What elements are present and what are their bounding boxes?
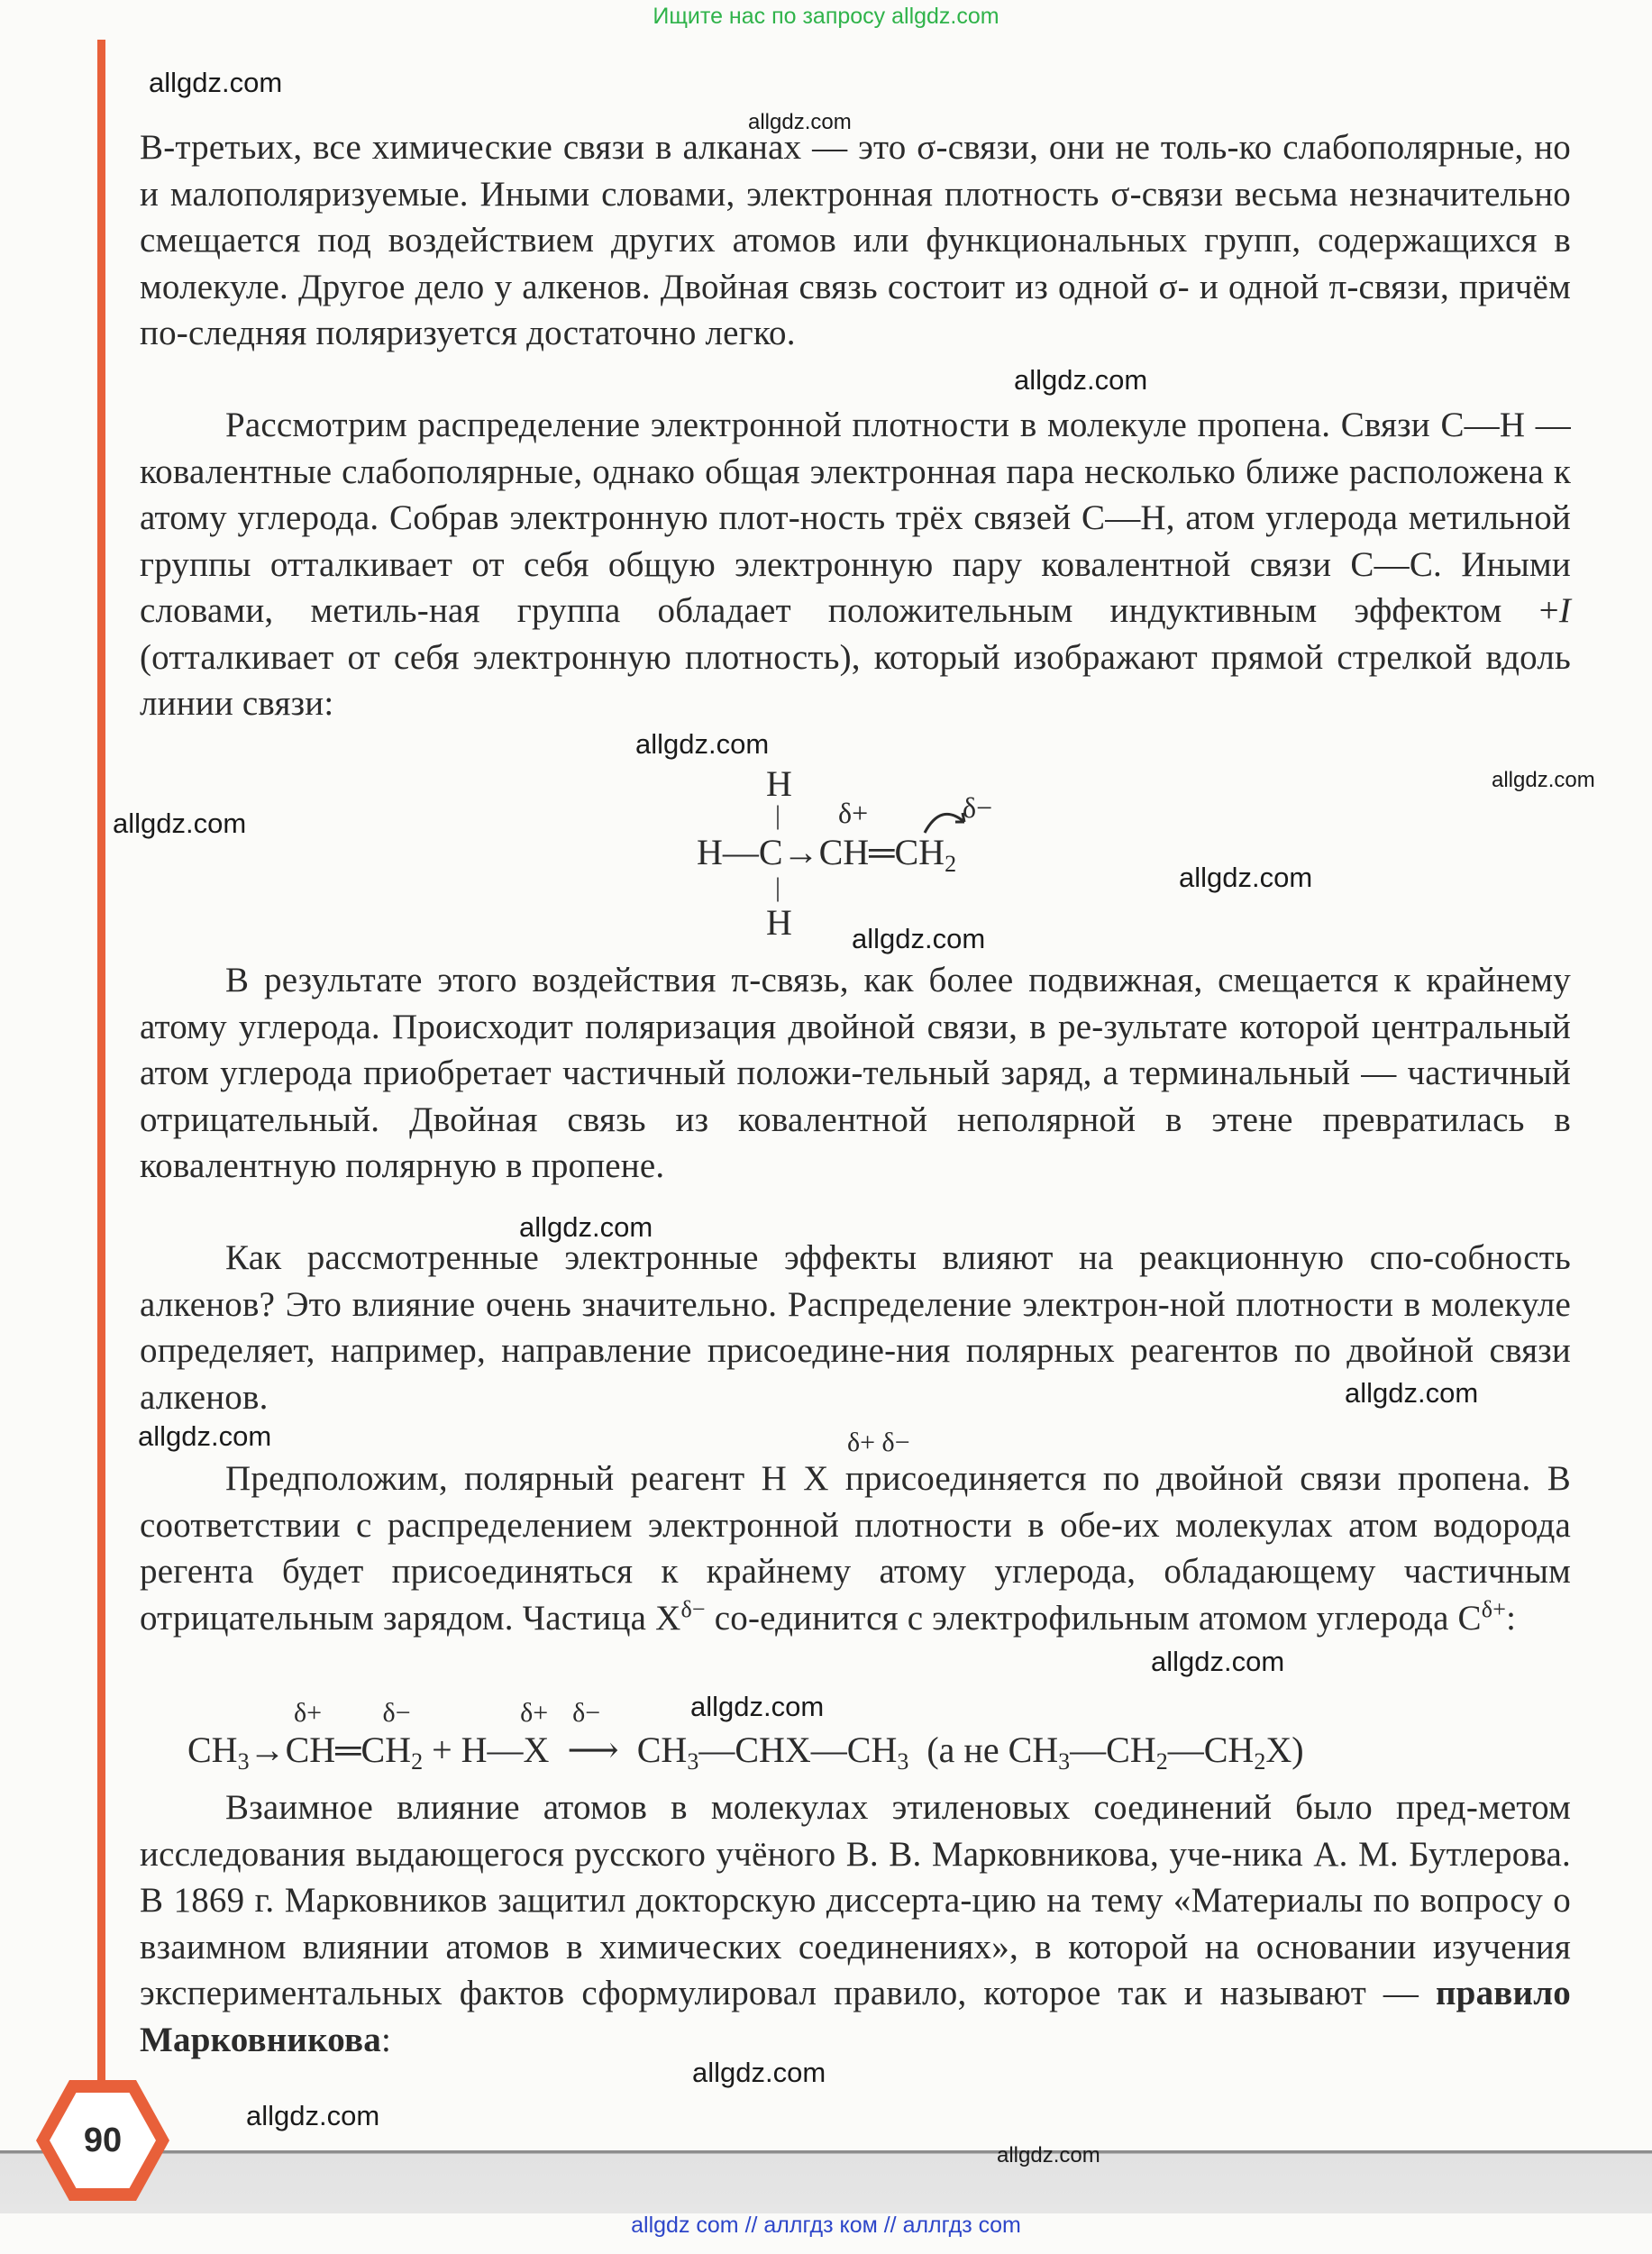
reaction-arrow-icon: ⟶ [567,1729,619,1770]
formula-h-bottom: H [766,902,792,943]
watermark: allgdz.com [852,923,986,954]
footer-rule [0,2150,1652,2213]
watermark: allgdz.com [1492,768,1595,792]
page-number: 90 [83,2122,123,2159]
reaction-charges: δ+ δ− δ+ δ− [294,1698,601,1728]
formula-delta-plus: δ+ [838,797,869,829]
watermark: allgdz.com [246,2100,380,2131]
watermark: allgdz.com [1151,1646,1285,1677]
watermark: allgdz.com [748,110,852,134]
formula-h-top: H [766,763,792,804]
paragraph-3: В результате этого воздействия π-связь, как более подвижная, смещается к крайнему атому углерода. Происходит поляризация двойной связи, в ре-зультате которой центральный атом углерода приобретает частичный положи-тельный заряд, а терминальный — частичный отрицательный. Двойная связь из ковалентной неполярной в этене превратилась в ковалентную полярную в пропене. [140,961,1571,1185]
watermark: allgdz.com [113,808,247,839]
watermark: allgdz.com [519,1211,653,1243]
reaction-equation: $CH_3\to CH═CH_2$ + H—X ⟶ $CH_3—CHX—CH_3$ (а не $CH_3—CH_2—CH_2X$) [187,1729,1304,1775]
top-banner[interactable]: Ищите нас по запросу allgdz.com [653,4,999,29]
paragraph-4: Как рассмотренные электронные эффекты влияют на реакционную спо-собность алкенов? Это влияние очень значительно. Распределение электрон-ной плотности в молекуле определяет, например, направление присоедине-ния полярных реагентов по двойной связи алкенов. [140,1238,1571,1417]
watermark: allgdz.com [1014,364,1148,396]
hx-charges: δ+ δ− [847,1428,910,1457]
formula-middle: CH═CH [818,832,945,872]
watermark: allgdz.com [1179,862,1313,893]
formula-line [697,831,957,877]
paragraph-6: Взаимное влияние атомов в молекулах этиленовых соединений было пред-метом исследования выдающегося русского учёного В. В. Марковникова, уче-ника А. М. Бутлерова. В 1869 г. Марковников защитил докторскую диссерта-цию на тему «Материалы по вопросу о взаимном влиянии атомов в химических соединениях», в которой на основании изучения экспериментальных фактов сформулировал правило, которое так и называют — правило Марковникова: [140,1788,1571,2059]
paragraph-2: Рассмотрим распределение электронной плотности в молекуле пропена. Связи С—Н — ковалентные слабополярные, однако общая электронная пара несколько ближе расположена к атому углерода. Собрав электронную плот-ность трёх связей С—Н, атом углерода метильной группы отталкивает от себя общую электронную пару ковалентной связи С—С. Иными словами, метиль-ная группа обладает положительным индуктивным эффектом +I (отталкивает от себя электронную плотность), который изображают прямой стрелкой вдоль линии связи: [140,406,1571,723]
watermark: allgdz.com [690,1691,825,1722]
paragraph-1: В-третьих, все химические связи в алканах — это σ-связи, они не толь-ко слабополярные, но и малополяризуемые. Иными словами, электронная плотность σ-связи весьма незначительно смещается под воздействием других атомов или функциональных групп, содержащихся в молекуле. Другое дело у алкенов. Двойная связь состоит из одной σ- и одной π-связи, причём по-следняя поляризуется достаточно легко. [140,128,1571,352]
watermark: allgdz.com [692,2057,826,2088]
formula-subscript: 2 [945,851,957,877]
watermark: allgdz.com [149,67,283,98]
arrow-icon: → [782,832,819,872]
formula-bond-bottom: | [775,872,781,902]
paragraph-5: Предположим, полярный реагент H X присоединяется по двойной связи пропена. В соответствии с распределением электронной плотности в обе-их молекулах атом водорода регента будет присоединяться к крайнему атому углерода, обладающему частичным отрицательным зарядом. Частица $X^{\delta-}$ со-единится с электрофильным атомом углерода $C^{\delta+}$: [140,1459,1571,1638]
watermark: allgdz.com [635,728,770,760]
watermark: allgdz.com [997,2143,1100,2167]
watermark: allgdz.com [1345,1377,1479,1409]
watermark: allgdz.com [138,1420,272,1452]
formula-left: H—C [697,832,783,872]
formula-bond-top: | [775,800,781,830]
bottom-banner[interactable]: allgdz com // аллгдз ком // аллгдз com [631,2213,1021,2238]
formula-delta-minus: δ− [963,791,993,824]
margin-bar [97,40,105,2103]
